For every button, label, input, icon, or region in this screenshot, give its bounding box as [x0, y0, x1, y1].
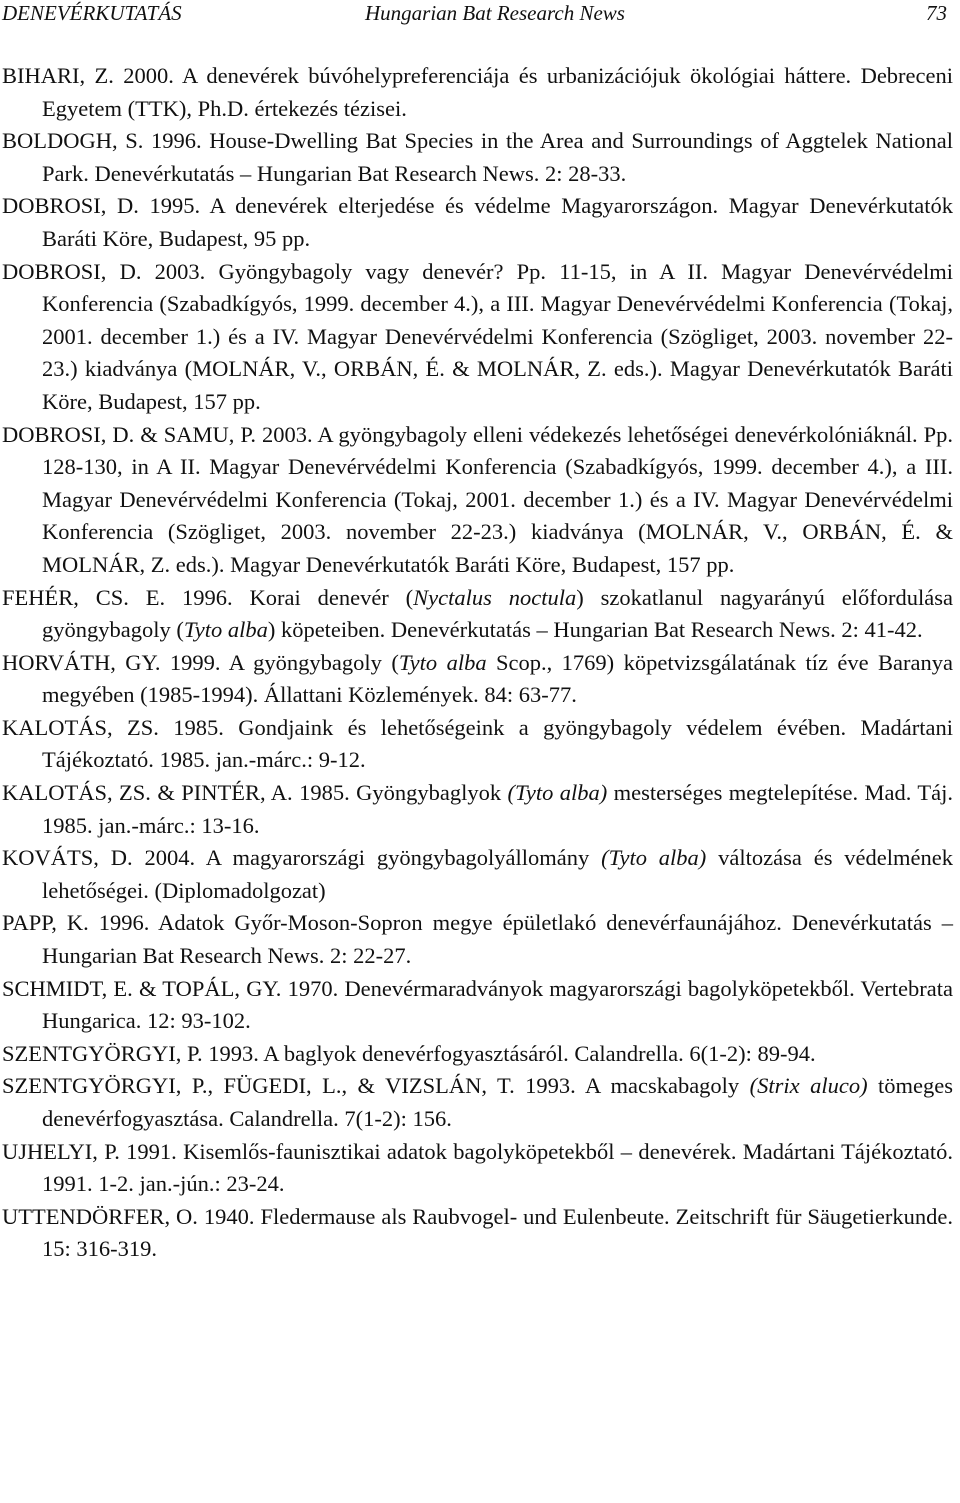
ref-text-pre: A gyöngybagoly ( [228, 649, 399, 675]
reference-item [2, 256, 953, 419]
ref-text-pre: A macskabagoly [585, 1073, 750, 1099]
ref-species: (Tyto alba) [507, 780, 608, 806]
reference-item [2, 1136, 953, 1201]
ref-text: A denevérek búvóhelypreferenciája és urbanizációjuk ökológiai háttere. Debreceni Egyetem (TTK), Ph.D. értekezés tézisei. [42, 63, 954, 121]
reference-item [2, 647, 953, 712]
section-title: DENEVÉRKUTATÁS [2, 1, 182, 25]
ref-text-mid: tömeges denevérfogyasztása. Calandrella. 7(1-2): 156. [42, 1073, 953, 1131]
ref-text: Adatok Győr-Moson-Sopron megye épületlakó denevérfaunájához. Denevérkutatás – Hungarian Bat Research News. 2: 22-27. [42, 910, 953, 969]
ref-species: (Strix aluco) [749, 1073, 868, 1099]
reference-item [2, 419, 953, 582]
reference-item [2, 973, 953, 1038]
ref-author: DOBROSI, D. 1995. [2, 193, 201, 219]
ref-text: Fledermause als Raubvogel- und Eulenbeute. Zeitschrift für Säugetierkunde. 15: 316-319. [42, 1203, 954, 1262]
ref-text: House-Dwelling Bat Species in the Area and Surroundings of Aggtelek National Park. Denevérkutatás ‒ Hungarian Bat Research News. 2: 28-33. [42, 128, 953, 186]
ref-text: Gyöngybagoly vagy denevér? Pp. 11-15, in A II. Magyar Denevérvédelmi Konferencia (Szabadkígyós, 1999. december 4.), a III. Magyar Denevérvédelmi Konferencia (Tokaj, 2001. december 1.) és a IV. Magyar Denevérvédelmi Konferencia (Szögliget, 2003. november 22-23.) kiadványa (MOLNÁR, V., ORBÁN, É. & MOLNÁR, Z. eds.). Magyar Denevérkutatók Baráti Köre, Budapest, 157 pp. [42, 258, 953, 414]
running-head [2, 0, 953, 26]
ref-author: SZENTGYÖRGYI, P., FÜGEDI, L., & VIZSLÁN, T. 1993. [2, 1073, 576, 1099]
ref-author: KALOTÁS, ZS. 1985. [2, 714, 224, 740]
ref-author: KOVÁTS, D. 2004. [2, 845, 196, 871]
ref-author: DOBROSI, D. 2003. [2, 258, 206, 284]
ref-text-pre: A magyarországi gyöngybagolyállomány [205, 845, 602, 871]
reference-item [2, 907, 953, 972]
reference-item [2, 842, 953, 907]
reference-list [2, 60, 953, 1266]
ref-author: BOLDOGH, S. 1996. [2, 128, 202, 154]
ref-author: UJHELYI, P. 1991. [2, 1138, 177, 1164]
ref-text: A denevérek elterjedése és védelme Magyarországon. Magyar Denevérkutatók Baráti Köre, Budapest, 95 pp. [42, 193, 953, 251]
reference-item [2, 125, 953, 190]
ref-author: BIHARI, Z. 2000. [2, 63, 174, 88]
reference-item [2, 190, 953, 255]
reference-item [2, 60, 953, 125]
ref-text-pre: Gyöngybaglyok [356, 780, 508, 806]
ref-text: A baglyok denevérfogyasztásáról. Calandrella. 6(1-2): 89-94. [263, 1040, 816, 1066]
ref-author: KALOTÁS, ZS. & PINTÉR, A. 1985. [2, 780, 350, 806]
ref-text-mid: mesterséges megtelepítése. Mad. Táj. 1985. jan.-márc.: 13-16. [42, 780, 954, 838]
ref-text: Kisemlős-faunisztikai adatok bagolyköpetekből ‒ denevérek. Madártani Tájékoztató. 1991. 1-2. jan.-jún.: 23-24. [42, 1138, 953, 1197]
ref-author: HORVÁTH, GY. 1999. [2, 649, 221, 675]
ref-text: Gondjaink és lehetőségeink a gyöngybagoly védelem évében. Madártani Tájékoztató. 1985. jan.-márc.: 9-12. [42, 714, 953, 773]
ref-author: SZENTGYÖRGYI, P. 1993. [2, 1040, 259, 1066]
ref-text-mid: Scop., 1769) köpetvizsgálatának tíz éve Baranya megyében (1985-1994). Állattani Közlemények. 84: 63-77. [42, 649, 953, 708]
ref-species: Tyto alba [398, 649, 487, 675]
ref-text: A gyöngybagoly elleni védekezés lehetőségei denevérkolóniáknál. Pp. 128-130, in A II. Magyar Denevérvédelmi Konferencia (Szabadkígyós, 1999. december 4.), a III. Magyar Denevérvédelmi Konferencia (Tokaj, 2001. december 1.) és a IV. Magyar Denevérvédelmi Konferencia (Szögliget, 2003. november 22-23.) kiadványa (MOLNÁR, V., ORBÁN, É. & MOLNÁR, Z. eds.). Magyar Denevérkutatók Baráti Köre, Budapest, 157 pp. [42, 421, 954, 577]
ref-text-mid: változása és védelmének lehetőségei. (Diplomadolgozat) [42, 845, 953, 903]
ref-text-mid: ) szokatlanul nagyarányú előfordulása gyöngybagoly ( [42, 584, 954, 643]
reference-item [2, 712, 953, 777]
ref-author: PAPP, K. 1996. [2, 910, 150, 936]
reference-item [2, 1038, 953, 1071]
page-number: 73 [926, 1, 947, 25]
ref-author: FEHÉR, CS. E. 1996. [2, 584, 233, 610]
ref-text-post: ) köpeteiben. Denevérkutatás ‒ Hungarian Bat Research News. 2: 41-42. [267, 617, 923, 643]
reference-item [2, 777, 953, 842]
ref-author: SCHMIDT, E. & TOPÁL, GY. 1970. [2, 975, 339, 1001]
reference-item [2, 582, 953, 647]
reference-item [2, 1201, 953, 1266]
ref-author: UTTENDÖRFER, O. 1940. [2, 1203, 255, 1229]
ref-text: Denevérmaradványok magyarországi bagolyköpetekből. Vertebrata Hungarica. 12: 93-102. [42, 975, 953, 1034]
reference-item [2, 1070, 953, 1135]
ref-species: Tyto alba [183, 617, 268, 643]
ref-species: Nyctalus noctula [413, 584, 577, 610]
journal-title: Hungarian Bat Research News [365, 1, 625, 25]
ref-species: (Tyto alba) [601, 845, 707, 871]
ref-text-pre: Korai denevér ( [249, 584, 414, 610]
ref-author: DOBROSI, D. & SAMU, P. 2003. [2, 421, 313, 447]
